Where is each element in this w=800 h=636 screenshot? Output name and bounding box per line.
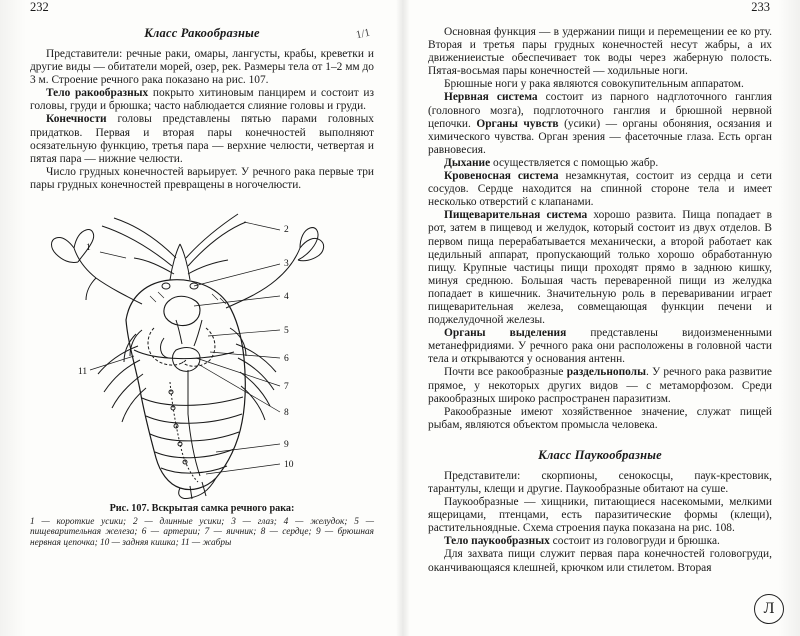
paragraph-rest: осуществляется с помощью жабр. [490, 156, 659, 169]
callout-6: 6 [284, 354, 289, 365]
handwritten-corner-mark: 1/1 [354, 26, 372, 42]
section-heading-arachnids: Класс Паукообразные [538, 447, 662, 462]
bold-lead: раздельнополы [566, 366, 646, 379]
paragraph-rest: состоит из головогруди и брюшка. [549, 535, 720, 548]
bold-lead: Органы чувств [476, 117, 559, 130]
paragraph [428, 91, 772, 156]
paragraph: Для захвата пищи служит первая пара конечностей головогруди, оканчивающаяся клешней, крючком или стилетом. Вторая [428, 548, 772, 574]
paragraph-rest: хорошо развита. Пища попадает в рот, затем в пищевод и желудок, который состоит из двух отделов. В первом пища перерабатывается механически, а второй работает как цедильный аппарат, пропускающий только хорошо обработанную пищу. Крупные частицы пищи проходят прямо в заднюю кишку, минуя среднюю. Большая часть переваренной пищи из желудка попадает в кишечник. Значительную роль в переваривании играет пищеварительная железа, совмещающая функции печени и поджелудочной железы. [428, 209, 772, 327]
paragraph [428, 535, 772, 548]
bold-lead: Кровеносная система [444, 170, 559, 183]
callout-5: 5 [284, 326, 289, 337]
figure-crayfish [30, 200, 374, 548]
paragraph-rest: покрыто хитиновым панцирем и состоит из головы, груди и брюшка; часто наблюдается слияние головы и груди. [30, 87, 374, 113]
callout-2: 2 [284, 225, 289, 236]
page-number-left: 232 [30, 0, 49, 14]
bold-lead: Дыхание [444, 156, 491, 169]
crayfish-anatomy-drawing [30, 200, 374, 500]
callout-8: 8 [284, 408, 289, 419]
paragraph: Брюшные ноги у рака являются совокупительным аппаратом. [444, 78, 744, 91]
bold-lead: Тело паукообразных [444, 535, 550, 548]
figure-caption [30, 503, 374, 515]
callout-11: 11 [78, 367, 88, 378]
bold-lead: Конечности [46, 113, 107, 126]
section-heading-crustaceans: Класс Ракообразные [144, 26, 260, 40]
right-body-text [428, 26, 772, 432]
left-page-column [30, 26, 374, 622]
callout-9: 9 [284, 440, 289, 451]
paragraph [428, 157, 772, 170]
figure-caption-number: Рис. 107. [109, 503, 150, 515]
bold-lead: Органы выделения [444, 327, 567, 340]
paragraph-rest: (усики) — органы обоняния, осязания и химического чувства. Орган зрения — фасеточные глаза. Есть орган равновесия. [428, 117, 773, 156]
paragraph [428, 209, 772, 327]
paragraph-rest: . У речного рака развитие прямое, у некоторых других видов — с метаморфозом. Среди ракообразных широко распространен паразитизм. [428, 366, 772, 405]
paragraph: Паукообразные — хищники, питающиеся насекомыми, мелкими ящерицами, птенцами, есть паразитические формы (клещи), растительноядные. Схема строения паука показана на рис. 108. [428, 496, 772, 535]
paragraph-rest: Почти все ракообразные [444, 366, 567, 379]
paragraph [30, 87, 374, 113]
paragraph-rest: состоит из парного надглоточного ганглия (головного мозга), подглоточного ганглия и брюшной нервной цепочки. [428, 91, 773, 130]
callout-10: 10 [284, 460, 294, 471]
right-body-text-section2 [428, 470, 772, 575]
paragraph: Представители: скорпионы, сенокосцы, паук-крестовик, тарантулы, клещи и другие. Паукообразные обитают на суше. [428, 469, 772, 495]
paragraph: Основная функция — в удержании пищи и перемещении ее ко рту. Вторая и третья пары грудных конечностей несут жабры, а их движениеистые обеспечивает ток воды через жаберную полость. Пятая-восьмая пары конечностей — ходильные ноги. [428, 26, 772, 78]
page-number-right: 233 [751, 0, 770, 14]
paragraph-rest: головы представлены пятью парами головных придатков. Первая и вторая пары конечностей выполняют осязательную функцию, третья пара — верхние челюсти, четвертая и пятая пара — нижние челюсти. [30, 113, 374, 165]
paragraph-rest: представлены видоизмененными метанефридиями. У речного рака они расположены в головной части тела и открываются у основания антенн. [428, 327, 772, 366]
paragraph [30, 113, 374, 165]
callout-7: 7 [284, 382, 289, 393]
bold-lead: Нервная система [444, 91, 538, 104]
bold-lead: Пищеварительная система [444, 209, 588, 222]
paragraph: Представители: речные раки, омары, лангусты, крабы, креветки и другие виды — обитатели морей, озер, рек. Размеры тела от 1–2 мм до 3 м. Строение речного рака показано на рис. 107. [30, 48, 374, 87]
callout-3: 3 [284, 259, 289, 270]
paragraph: Ракообразные имеют хозяйственное значение, служат пищей рыбам, являются объектом промысла человека. [428, 405, 772, 431]
right-page-column [428, 26, 772, 622]
left-body-text [30, 48, 374, 192]
paragraph [428, 327, 772, 366]
figure-legend: 1 — короткие усики; 2 — длинные усики; 3 — глаз; 4 — желудок; 5 — пищеварительная железа; 6 — артерии; 7 — яичник; 8 — сердце; 9 — брюшная нервная цепочка; 10 — задняя кишка; 11 — жабры [30, 516, 374, 548]
callout-4: 4 [284, 292, 289, 303]
paragraph [428, 170, 772, 209]
paragraph: Число грудных конечностей варьирует. У речного рака первые три пары грудных конечностей превращены в ногочелюсти. [30, 165, 374, 191]
book-spine-shadow [396, 0, 410, 636]
callout-1: 1 [86, 243, 91, 254]
paragraph [428, 366, 772, 405]
publisher-logo: Л [754, 594, 784, 624]
figure-caption-text: Вскрытая самка речного рака: [151, 503, 295, 515]
figure-canvas [30, 200, 374, 500]
paragraph-rest: незамкнутая, состоит из сердца и сети сосудов. Сердце находится на спинной стороне тела и имеет несколько отверстий с клапанами. [428, 170, 772, 209]
bold-lead: Тело ракообразных [46, 87, 149, 100]
